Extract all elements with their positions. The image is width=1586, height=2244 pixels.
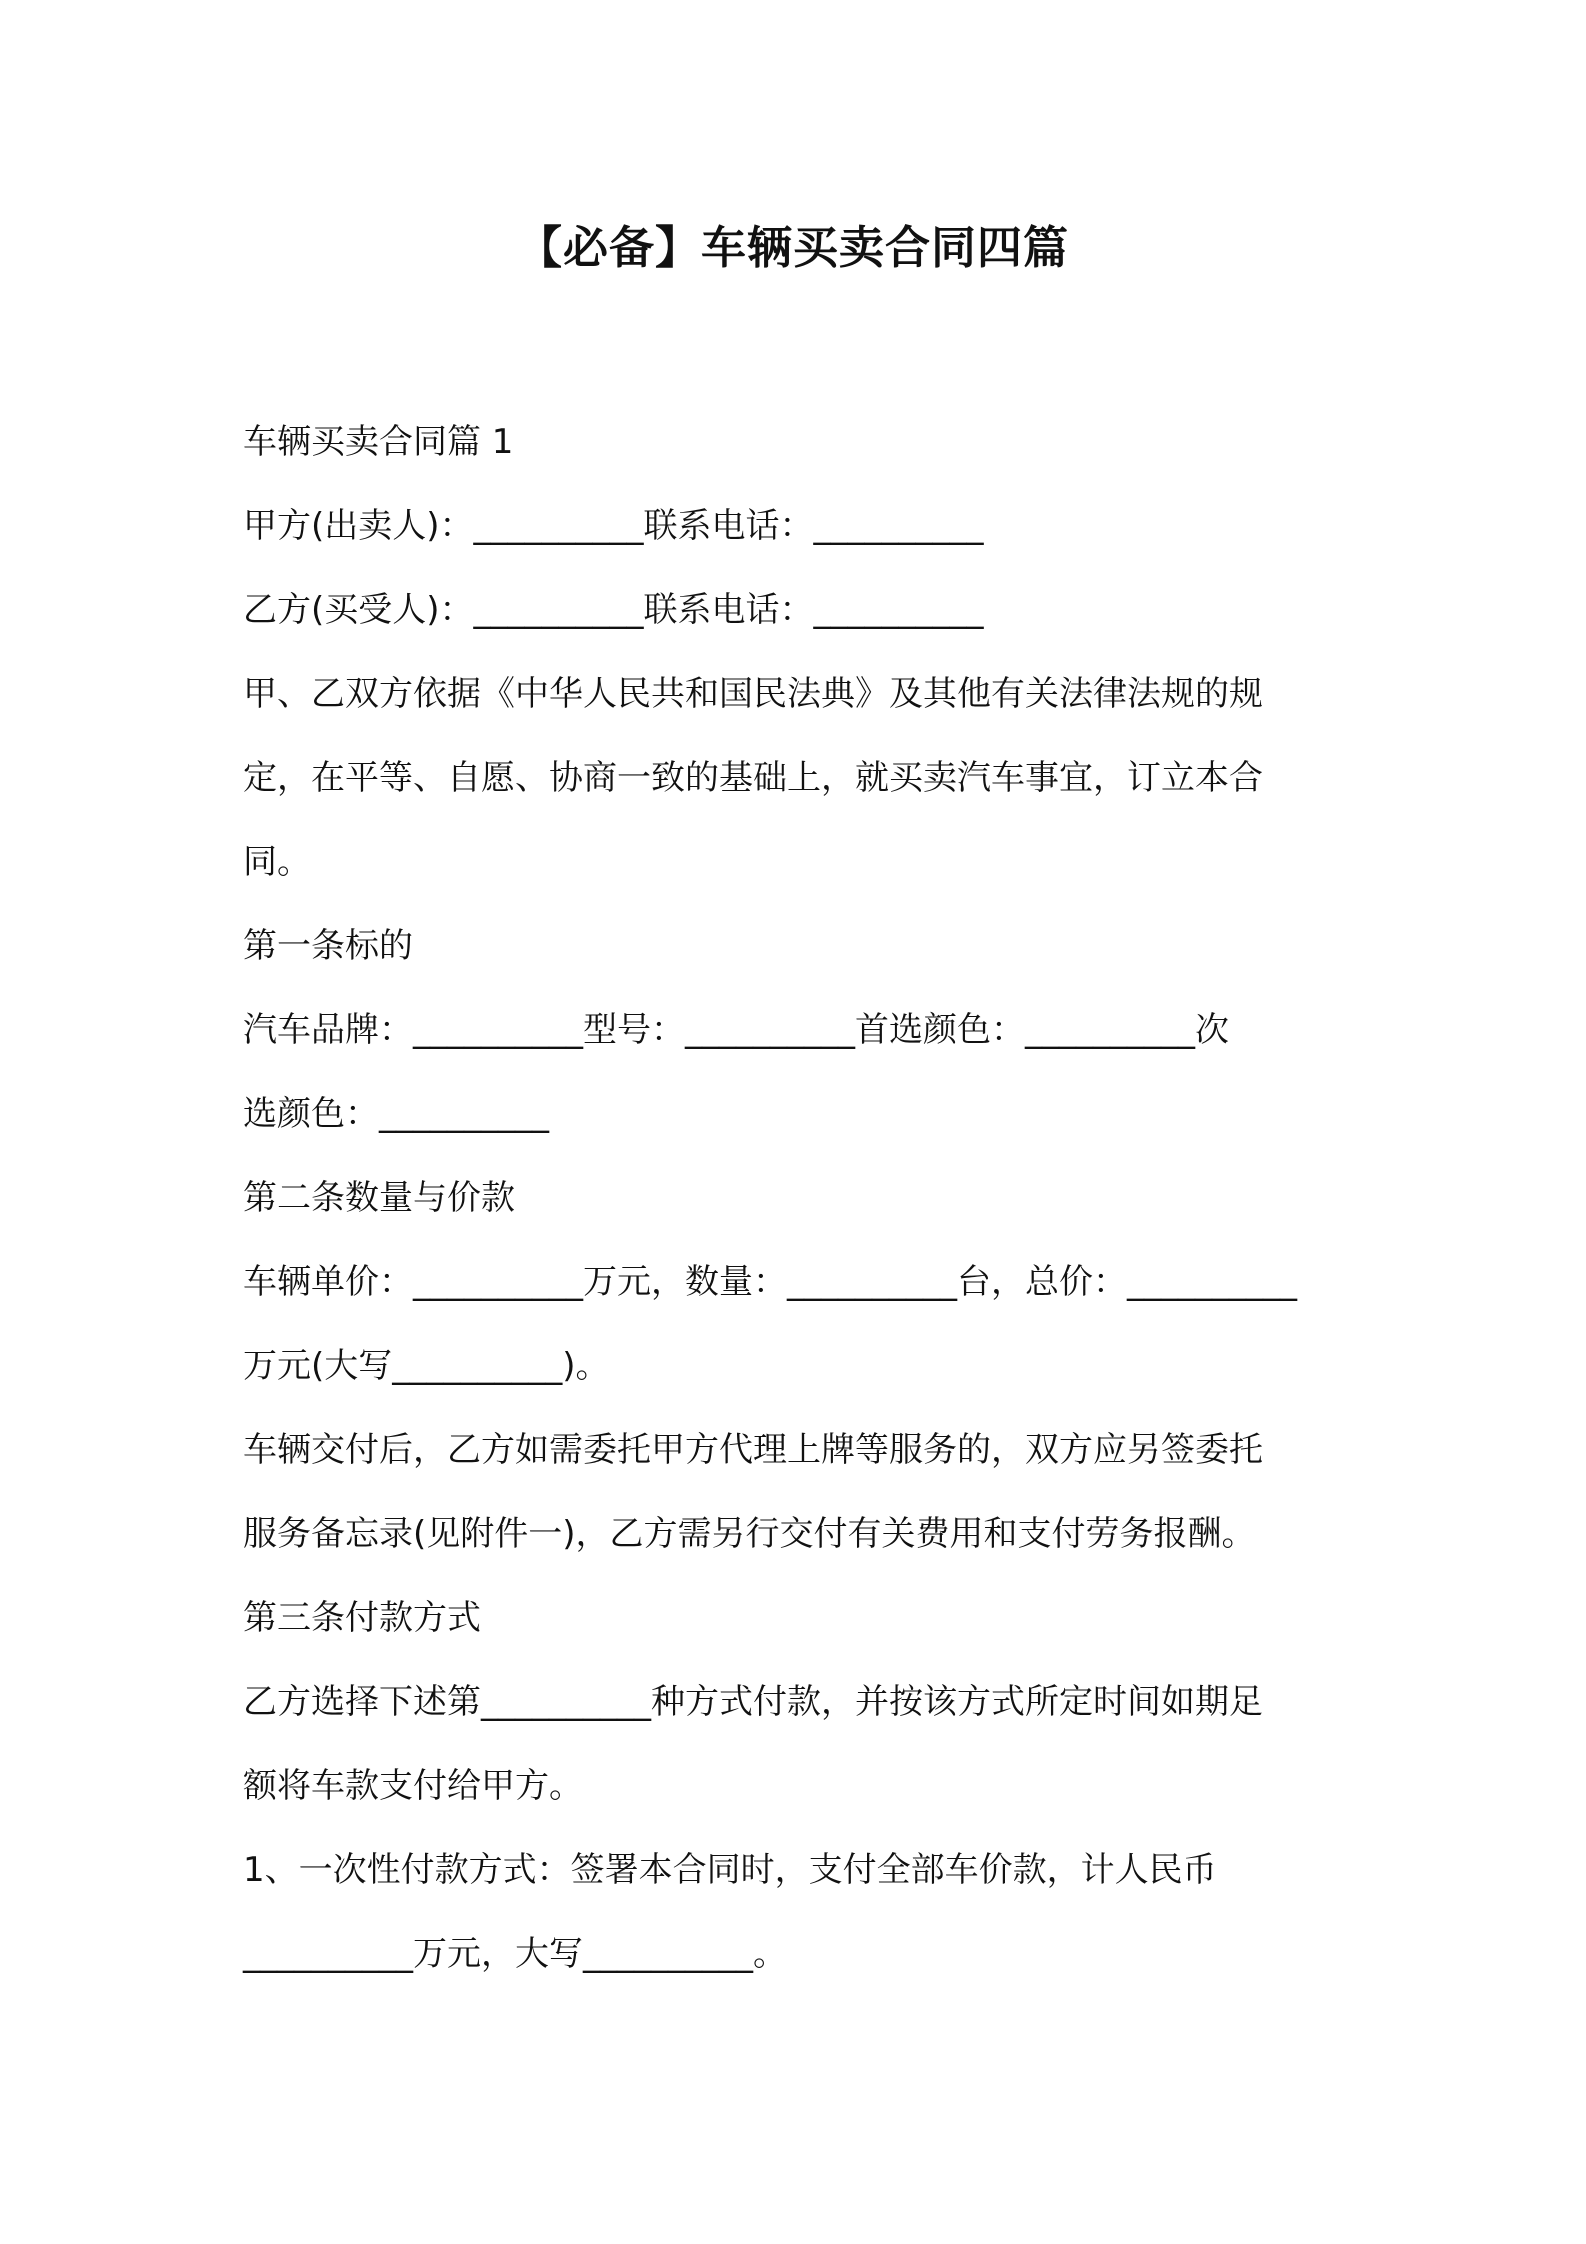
delivery-service-line-1: 车辆交付后，乙方如需委托甲方代理上牌等服务的，双方应另签委托 bbox=[243, 1430, 1263, 1470]
vehicle-spec-line-2: 选颜色：__________ bbox=[243, 1094, 549, 1134]
document-body bbox=[243, 400, 1363, 1996]
preamble-line-1: 甲、乙双方依据《中华人民共和国民法典》及其他有关法律法规的规 bbox=[243, 674, 1263, 714]
preamble-line-2: 定，在平等、自愿、协商一致的基础上，就买卖汽车事宜，订立本合 bbox=[243, 758, 1263, 798]
price-line-2: 万元(大写__________)。 bbox=[243, 1346, 610, 1386]
delivery-service-line-2: 服务备忘录(见附件一)，乙方需另行交付有关费用和支付劳务报酬。 bbox=[243, 1514, 1256, 1554]
section-heading-contract-1: 车辆买卖合同篇 1 bbox=[243, 422, 514, 462]
lump-sum-payment-line-1: 1、一次性付款方式：签署本合同时，支付全部车价款，计人民币 bbox=[243, 1850, 1217, 1890]
payment-method-line-1: 乙方选择下述第__________种方式付款，并按该方式所定时间如期足 bbox=[243, 1682, 1263, 1722]
preamble-line-3: 同。 bbox=[243, 842, 311, 882]
article-1-heading: 第一条标的 bbox=[243, 926, 413, 966]
lump-sum-payment-line-2: __________万元，大写__________。 bbox=[243, 1934, 787, 1974]
article-2-heading: 第二条数量与价款 bbox=[243, 1178, 515, 1218]
price-line-1: 车辆单价：__________万元，数量：__________台，总价：__________ bbox=[243, 1262, 1297, 1302]
party-a-line: 甲方(出卖人)：__________联系电话：__________ bbox=[243, 506, 984, 546]
article-3-heading: 第三条付款方式 bbox=[243, 1598, 481, 1638]
vehicle-spec-line-1: 汽车品牌：__________型号：__________首选颜色：__________次 bbox=[243, 1010, 1229, 1050]
document-title: 【必备】车辆买卖合同四篇 bbox=[516, 221, 1069, 274]
payment-method-line-2: 额将车款支付给甲方。 bbox=[243, 1766, 583, 1806]
party-b-line: 乙方(买受人)：__________联系电话：__________ bbox=[243, 590, 984, 630]
